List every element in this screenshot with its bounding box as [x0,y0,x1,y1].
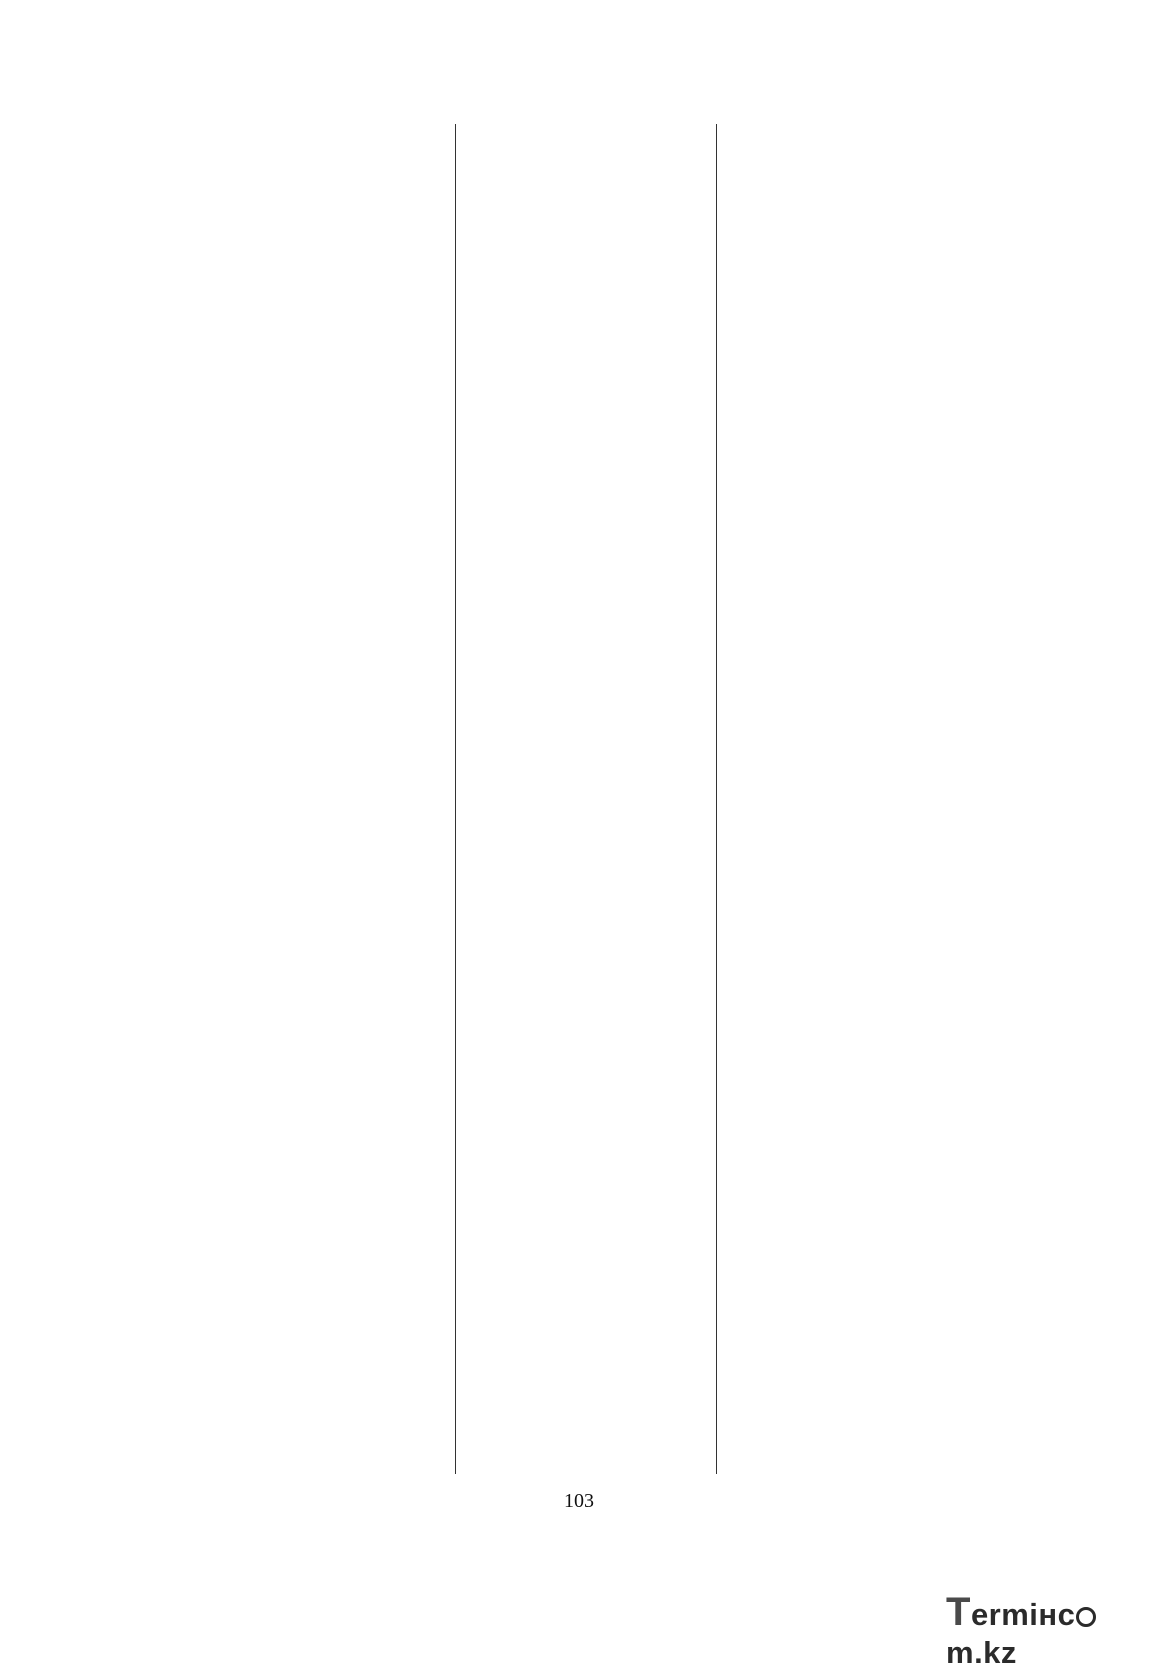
column-divider-left [455,124,456,1474]
page-number: 103 [564,1490,594,1512]
termincom-logo: Termінcm.kz [946,1590,1158,1671]
column-divider-right [716,124,717,1474]
